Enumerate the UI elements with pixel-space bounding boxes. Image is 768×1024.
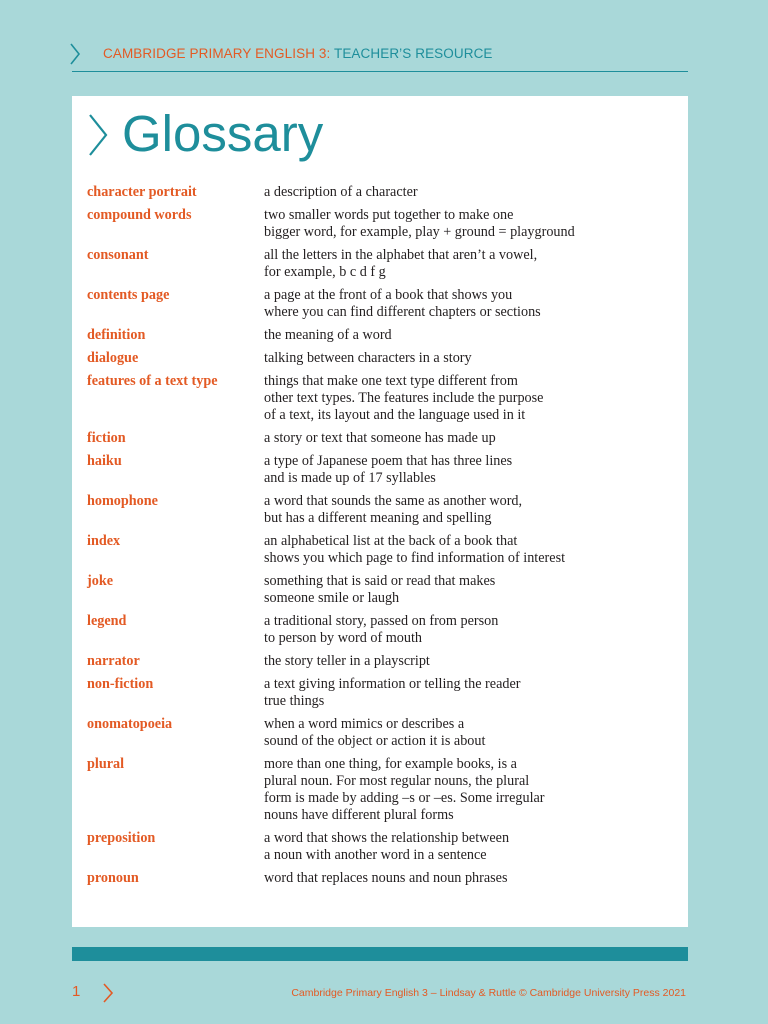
glossary-entry [87, 573, 677, 607]
glossary-term: definition [87, 327, 146, 343]
glossary-term: pronoun [87, 870, 139, 886]
glossary-term: joke [87, 573, 114, 589]
glossary-definition: when a word mimics or describes a sound of the object or action it is about [264, 716, 486, 749]
footer-band [72, 947, 688, 961]
glossary-entry [87, 453, 677, 487]
glossary-term: non-fiction [87, 676, 154, 692]
glossary-definition: a story or text that someone has made up [264, 430, 496, 446]
glossary-entry [87, 493, 677, 527]
header-divider [72, 71, 688, 72]
glossary-entry [87, 613, 677, 647]
glossary-definition: more than one thing, for example books, is a plural noun. For most regular nouns, the plural form is made by adding –s or –es. Some irregular nouns have different plural forms [264, 756, 545, 823]
glossary-entry [87, 373, 677, 424]
chevron-right-icon [86, 112, 110, 158]
glossary-definition: the story teller in a playscript [264, 653, 430, 669]
glossary-entry [87, 327, 677, 344]
glossary-definition: an alphabetical list at the back of a book that shows you which page to find information of interest [264, 533, 566, 566]
glossary-term: contents page [87, 287, 170, 303]
glossary-term: narrator [87, 653, 140, 669]
glossary-list [87, 184, 677, 893]
glossary-term: fiction [87, 430, 126, 446]
glossary-term: index [87, 533, 121, 549]
glossary-definition: something that is said or read that makes someone smile or laugh [264, 573, 496, 606]
glossary-definition: word that replaces nouns and noun phrases [264, 870, 508, 886]
glossary-definition: all the letters in the alphabet that aren’t a vowel, for example, b c d f g [264, 247, 538, 280]
header-title-main: CAMBRIDGE PRIMARY ENGLISH 3: [103, 46, 331, 61]
glossary-term: dialogue [87, 350, 139, 366]
glossary-entry [87, 247, 677, 281]
glossary-entry [87, 653, 677, 670]
footer-credit: Cambridge Primary English 3 – Lindsay & Ruttle © Cambridge University Press 2021 [291, 987, 686, 999]
glossary-definition: a word that shows the relationship between a noun with another word in a sentence [264, 830, 510, 863]
glossary-entry [87, 184, 677, 201]
glossary-definition: two smaller words put together to make one bigger word, for example, play + ground = playground [264, 207, 575, 240]
glossary-entry [87, 350, 677, 367]
header-title-accent: TEACHER’S RESOURCE [333, 46, 493, 61]
glossary-definition: a type of Japanese poem that has three lines and is made up of 17 syllables [264, 453, 513, 486]
glossary-definition: a page at the front of a book that shows you where you can find different chapters or sections [264, 287, 541, 320]
glossary-definition: a traditional story, passed on from person to person by word of mouth [264, 613, 499, 646]
glossary-definition: things that make one text type different from other text types. The features include the purpose of a text, its layout and the language used in it [264, 373, 544, 423]
glossary-term: preposition [87, 830, 156, 846]
glossary-definition: the meaning of a word [264, 327, 392, 343]
header-title [103, 46, 493, 61]
glossary-term: compound words [87, 207, 192, 223]
glossary-entry [87, 287, 677, 321]
glossary-term: features of a text type [87, 373, 218, 389]
glossary-entry [87, 676, 677, 710]
glossary-term: plural [87, 756, 125, 772]
glossary-term: haiku [87, 453, 122, 469]
chevron-right-icon [68, 42, 82, 66]
glossary-entry [87, 533, 677, 567]
glossary-entry [87, 756, 677, 824]
glossary-entry [87, 716, 677, 750]
page-title: Glossary [122, 105, 324, 162]
glossary-definition: talking between characters in a story [264, 350, 472, 366]
chevron-right-icon [102, 982, 114, 1004]
glossary-entry [87, 430, 677, 447]
glossary-term: onomatopoeia [87, 716, 173, 732]
glossary-entry [87, 207, 677, 241]
page-number: 1 [72, 983, 81, 1000]
glossary-term: consonant [87, 247, 149, 263]
glossary-definition: a description of a character [264, 184, 418, 200]
glossary-entry [87, 830, 677, 864]
glossary-definition: a word that sounds the same as another word, but has a different meaning and spelling [264, 493, 523, 526]
glossary-definition: a text giving information or telling the reader true things [264, 676, 521, 709]
glossary-term: legend [87, 613, 127, 629]
glossary-term: character portrait [87, 184, 197, 200]
glossary-term: homophone [87, 493, 158, 509]
page-header [0, 0, 768, 72]
glossary-entry [87, 870, 677, 887]
